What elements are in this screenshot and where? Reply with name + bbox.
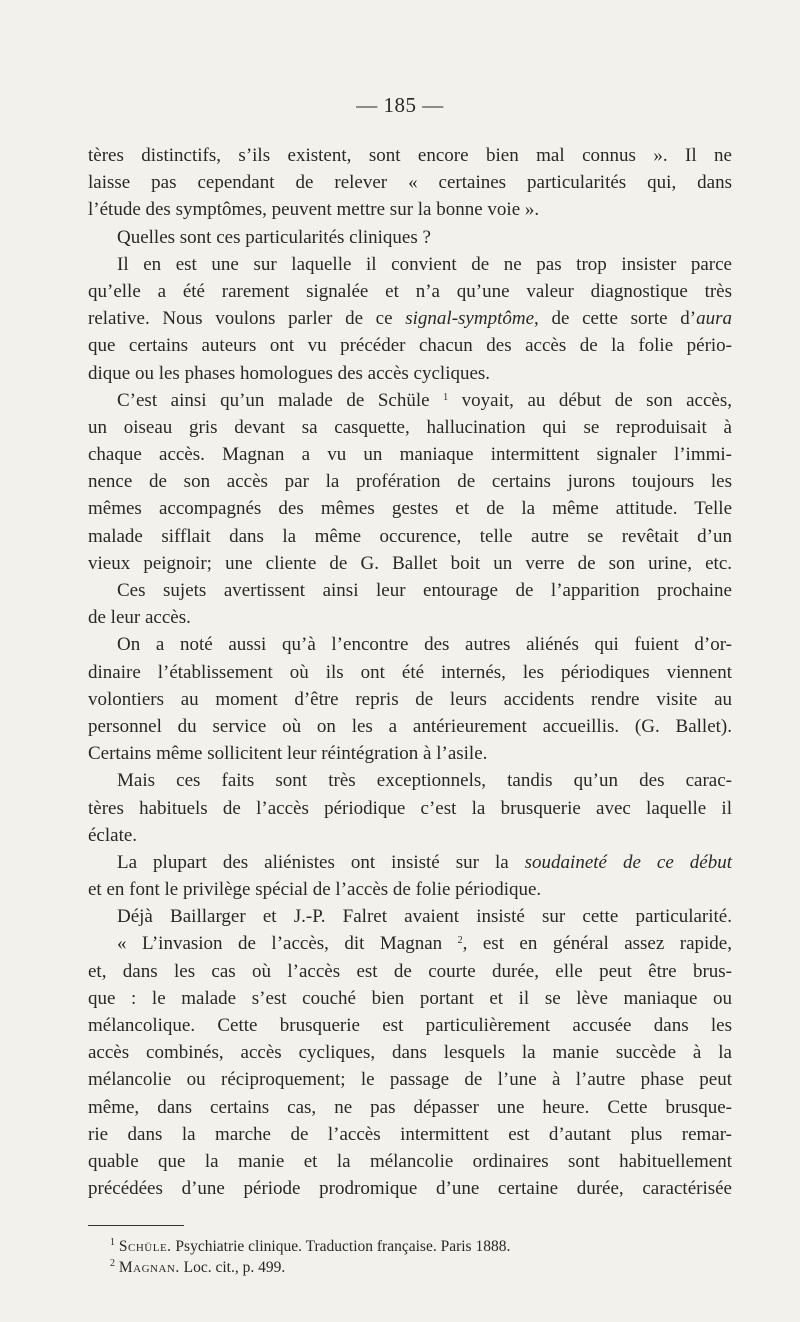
text-line: tères distinctifs, s’ils existent, sont encore bien mal connus ». Il ne (88, 145, 732, 166)
text-line: volontiers au moment d’être repris de leurs accidents rendre visite au (88, 688, 732, 710)
text-fragment: voyait, au début de son accès, (448, 389, 732, 411)
text-fragment: , est en général assez rapide, (462, 933, 732, 955)
text-line: dinaire l’établissement où ils ont été internés, les périodiques viennent (88, 661, 732, 683)
text-line (88, 387, 732, 414)
text-line (88, 930, 732, 957)
text-line: Certains même sollicitent leur réintégration à l’asile. (88, 743, 488, 765)
text-line: laisse pas cependant de relever « certaines particularités qui, dans (88, 172, 732, 194)
text-line: Il en est une sur laquelle il convient de ne pas trop insister parce (117, 253, 732, 275)
emphasis-aura: aura (696, 308, 732, 330)
text-line: Quelles sont ces particularités cliniques ? (117, 226, 431, 248)
text-line: vieux peignoir; une cliente de G. Ballet boit un verre de son urine, etc. (88, 552, 732, 574)
text-line: personnel du service où on les a antérieurement accueillis. (G. Ballet). (88, 715, 732, 737)
text-line: de leur accès. (88, 607, 191, 629)
text-line: et en font le privilège spécial de l’accès de folie périodique. (88, 879, 542, 901)
footnotes (110, 1236, 730, 1278)
text-line: que certains auteurs ont vu précéder chacun des accès de la folie pério- (88, 335, 732, 357)
text-line: précédées d’une période prodromique d’une certaine durée, caractérisée (88, 1178, 732, 1200)
text-line: éclate. (88, 824, 138, 846)
text-line: l’étude des symptômes, peuvent mettre sur la bonne voie ». (88, 199, 540, 221)
text-fragment: « L’invasion de l’accès, dit Magnan (117, 933, 458, 955)
footnote-mark: 2 (110, 1258, 115, 1269)
text-line: On a noté aussi qu’à l’encontre des autres aliénés qui fuient d’or- (117, 634, 732, 656)
text-line: tères habituels de l’accès périodique c’est la brusquerie avec laquelle il (88, 797, 732, 819)
text-line: nence de son accès par la profération de certains jurons toujours les (88, 471, 732, 493)
text-line: Mais ces faits sont très exceptionnels, tandis qu’un des carac- (117, 770, 732, 792)
footnote-1 (110, 1236, 730, 1257)
body-text (88, 142, 732, 1202)
text-line: et, dans les cas où l’accès est de courte durée, elle peut être brus- (88, 960, 732, 982)
footnote-author: Schüle. (118, 1238, 172, 1255)
footnote-text: Psychiatrie clinique. Traduction française. Paris 1888. (171, 1238, 511, 1255)
emphasis-signal-symptome: signal-symptôme (405, 308, 535, 330)
text-fragment: relative. Nous voulons parler de ce (88, 308, 406, 330)
text-line: même, dans certains cas, ne pas dépasser une heure. Cette brusque- (88, 1096, 732, 1118)
text-line (88, 305, 732, 332)
footnote-divider (88, 1225, 184, 1226)
footnote-2 (110, 1257, 730, 1278)
text-line: dique ou les phases homologues des accès cycliques. (88, 362, 491, 384)
footnote-author: Magnan. (118, 1259, 180, 1276)
footnote-ref-1: 1 (443, 391, 449, 403)
text-line: mélancolique. Cette brusquerie est particulièrement accusée dans les (88, 1015, 732, 1036)
text-line: malade sifflait dans la même occurence, telle autre se revêtait d’un (88, 525, 732, 547)
text-line: un oiseau gris devant sa casquette, hallucination qui se reproduisait à (88, 416, 732, 438)
text-line: que : le malade s’est couché bien portant et il se lève maniaque ou (88, 987, 732, 1009)
text-fragment: , de cette sorte d’ (534, 308, 697, 330)
text-line: quable que la manie et la mélancolie ordinaires sont habituellement (88, 1150, 732, 1172)
footnote-ref-2: 2 (457, 935, 463, 947)
page-number: — 185 — (356, 93, 444, 117)
text-line: mélancolie ou réciproquement; le passage de l’une à l’autre phase peut (88, 1069, 732, 1091)
text-line: rie dans la marche de l’accès intermittent est d’autant plus remar- (88, 1123, 732, 1145)
text-line: mêmes accompagnés des mêmes gestes et de la même attitude. Telle (88, 498, 732, 520)
footnote-text: Loc. cit., p. 499. (179, 1259, 286, 1276)
footnote-mark: 1 (110, 1237, 115, 1248)
text-line (88, 849, 732, 876)
emphasis-soudainete: soudaineté de ce début (524, 851, 732, 873)
text-line: accès combinés, accès cycliques, dans lesquels la manie succède à la (88, 1042, 732, 1064)
text-line: Déjà Baillarger et J.-P. Falret avaient insisté sur cette particularité. (117, 906, 732, 928)
text-line: chaque accès. Magnan a vu un maniaque intermittent signaler l’immi- (88, 444, 732, 466)
text-line: qu’elle a été rarement signalée et n’a qu’une valeur diagnostique très (88, 280, 732, 302)
text-fragment: C’est ainsi qu’un malade de Schüle (117, 389, 444, 411)
text-fragment: La plupart des aliénistes ont insisté sur la (117, 851, 525, 873)
text-line: Ces sujets avertissent ainsi leur entourage de l’apparition prochaine (117, 580, 732, 601)
